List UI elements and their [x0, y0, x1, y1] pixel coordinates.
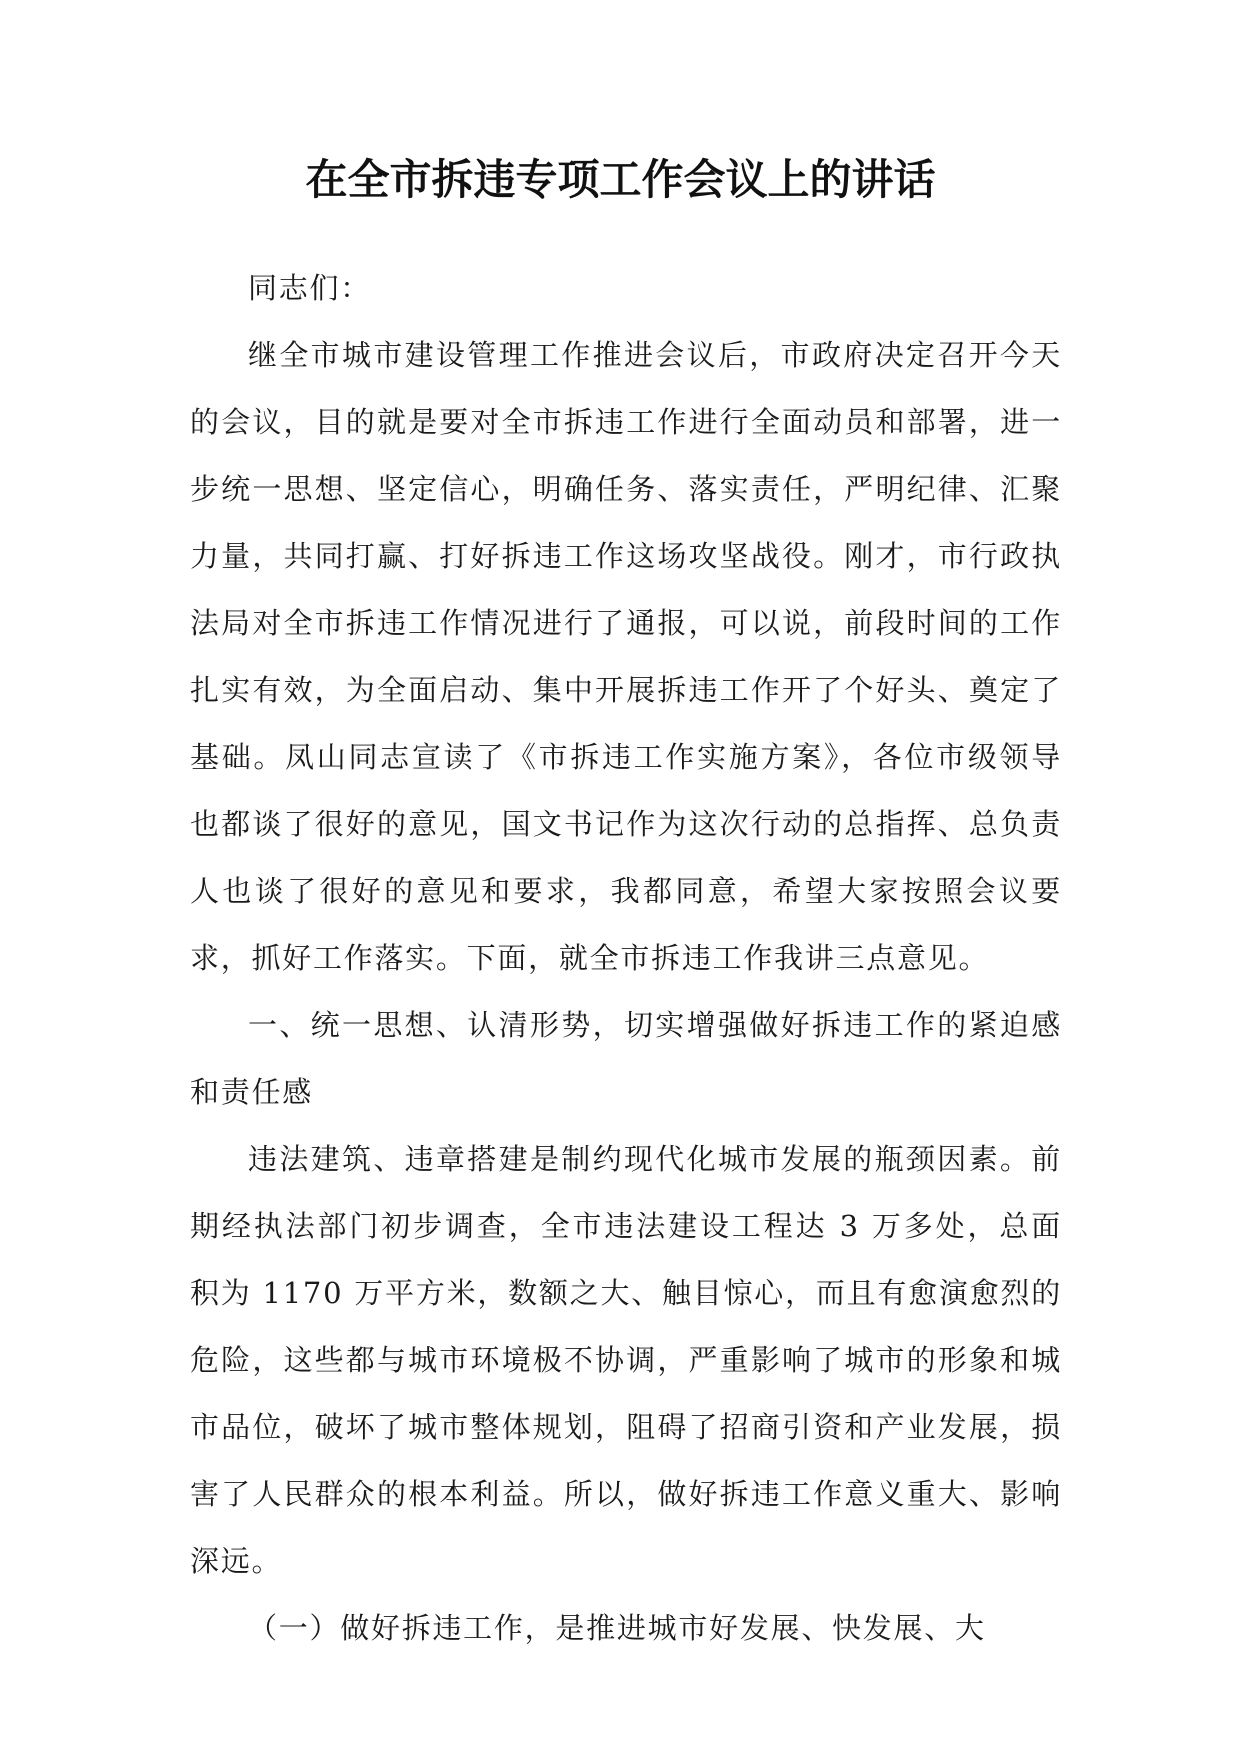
document-body [190, 255, 1062, 1662]
salutation-paragraph: 同志们： [248, 271, 371, 305]
body-paragraph: 违法建筑、违章搭建是制约现代化城市发展的瓶颈因素。前期经执法部门初步调查，全市违法建设工程达 3 万多处，总面积为 1170 万平方米，数额之大、触目惊心，而且有愈演愈烈的危险，这些都与城市环境极不协调，严重影响了城市的形象和城市品位，破坏了城市整体规划，阻碍了招商引资和产业发展，损害了人民群众的根本利益。所以，做好拆违工作意义重大、影响深远。 [190, 1142, 1062, 1578]
section-heading-1: 一、统一思想、认清形势，切实增强做好拆违工作的紧迫感和责任感 [190, 1008, 1062, 1109]
subsection-heading-1: （一）做好拆违工作，是推进城市好发展、快发展、大 [248, 1611, 986, 1645]
document-title: 在全市拆违专项工作会议上的讲话 [305, 155, 936, 204]
intro-paragraph: 继全市城市建设管理工作推进会议后，市政府决定召开今天的会议，目的就是要对全市拆违工作进行全面动员和部署，进一步统一思想、坚定信心，明确任务、落实责任，严明纪律、汇聚力量，共同打赢、打好拆违工作这场攻坚战役。刚才，市行政执法局对全市拆违工作情况进行了通报，可以说，前段时间的工作扎实有效，为全面启动、集中开展拆违工作开了个好头、奠定了基础。凤山同志宣读了《市拆违工作实施方案》，各位市级领导也都谈了很好的意见，国文书记作为这次行动的总指挥、总负责人也谈了很好的意见和要求，我都同意，希望大家按照会议要求，抓好工作落实。下面，就全市拆违工作我讲三点意见。 [190, 338, 1062, 975]
